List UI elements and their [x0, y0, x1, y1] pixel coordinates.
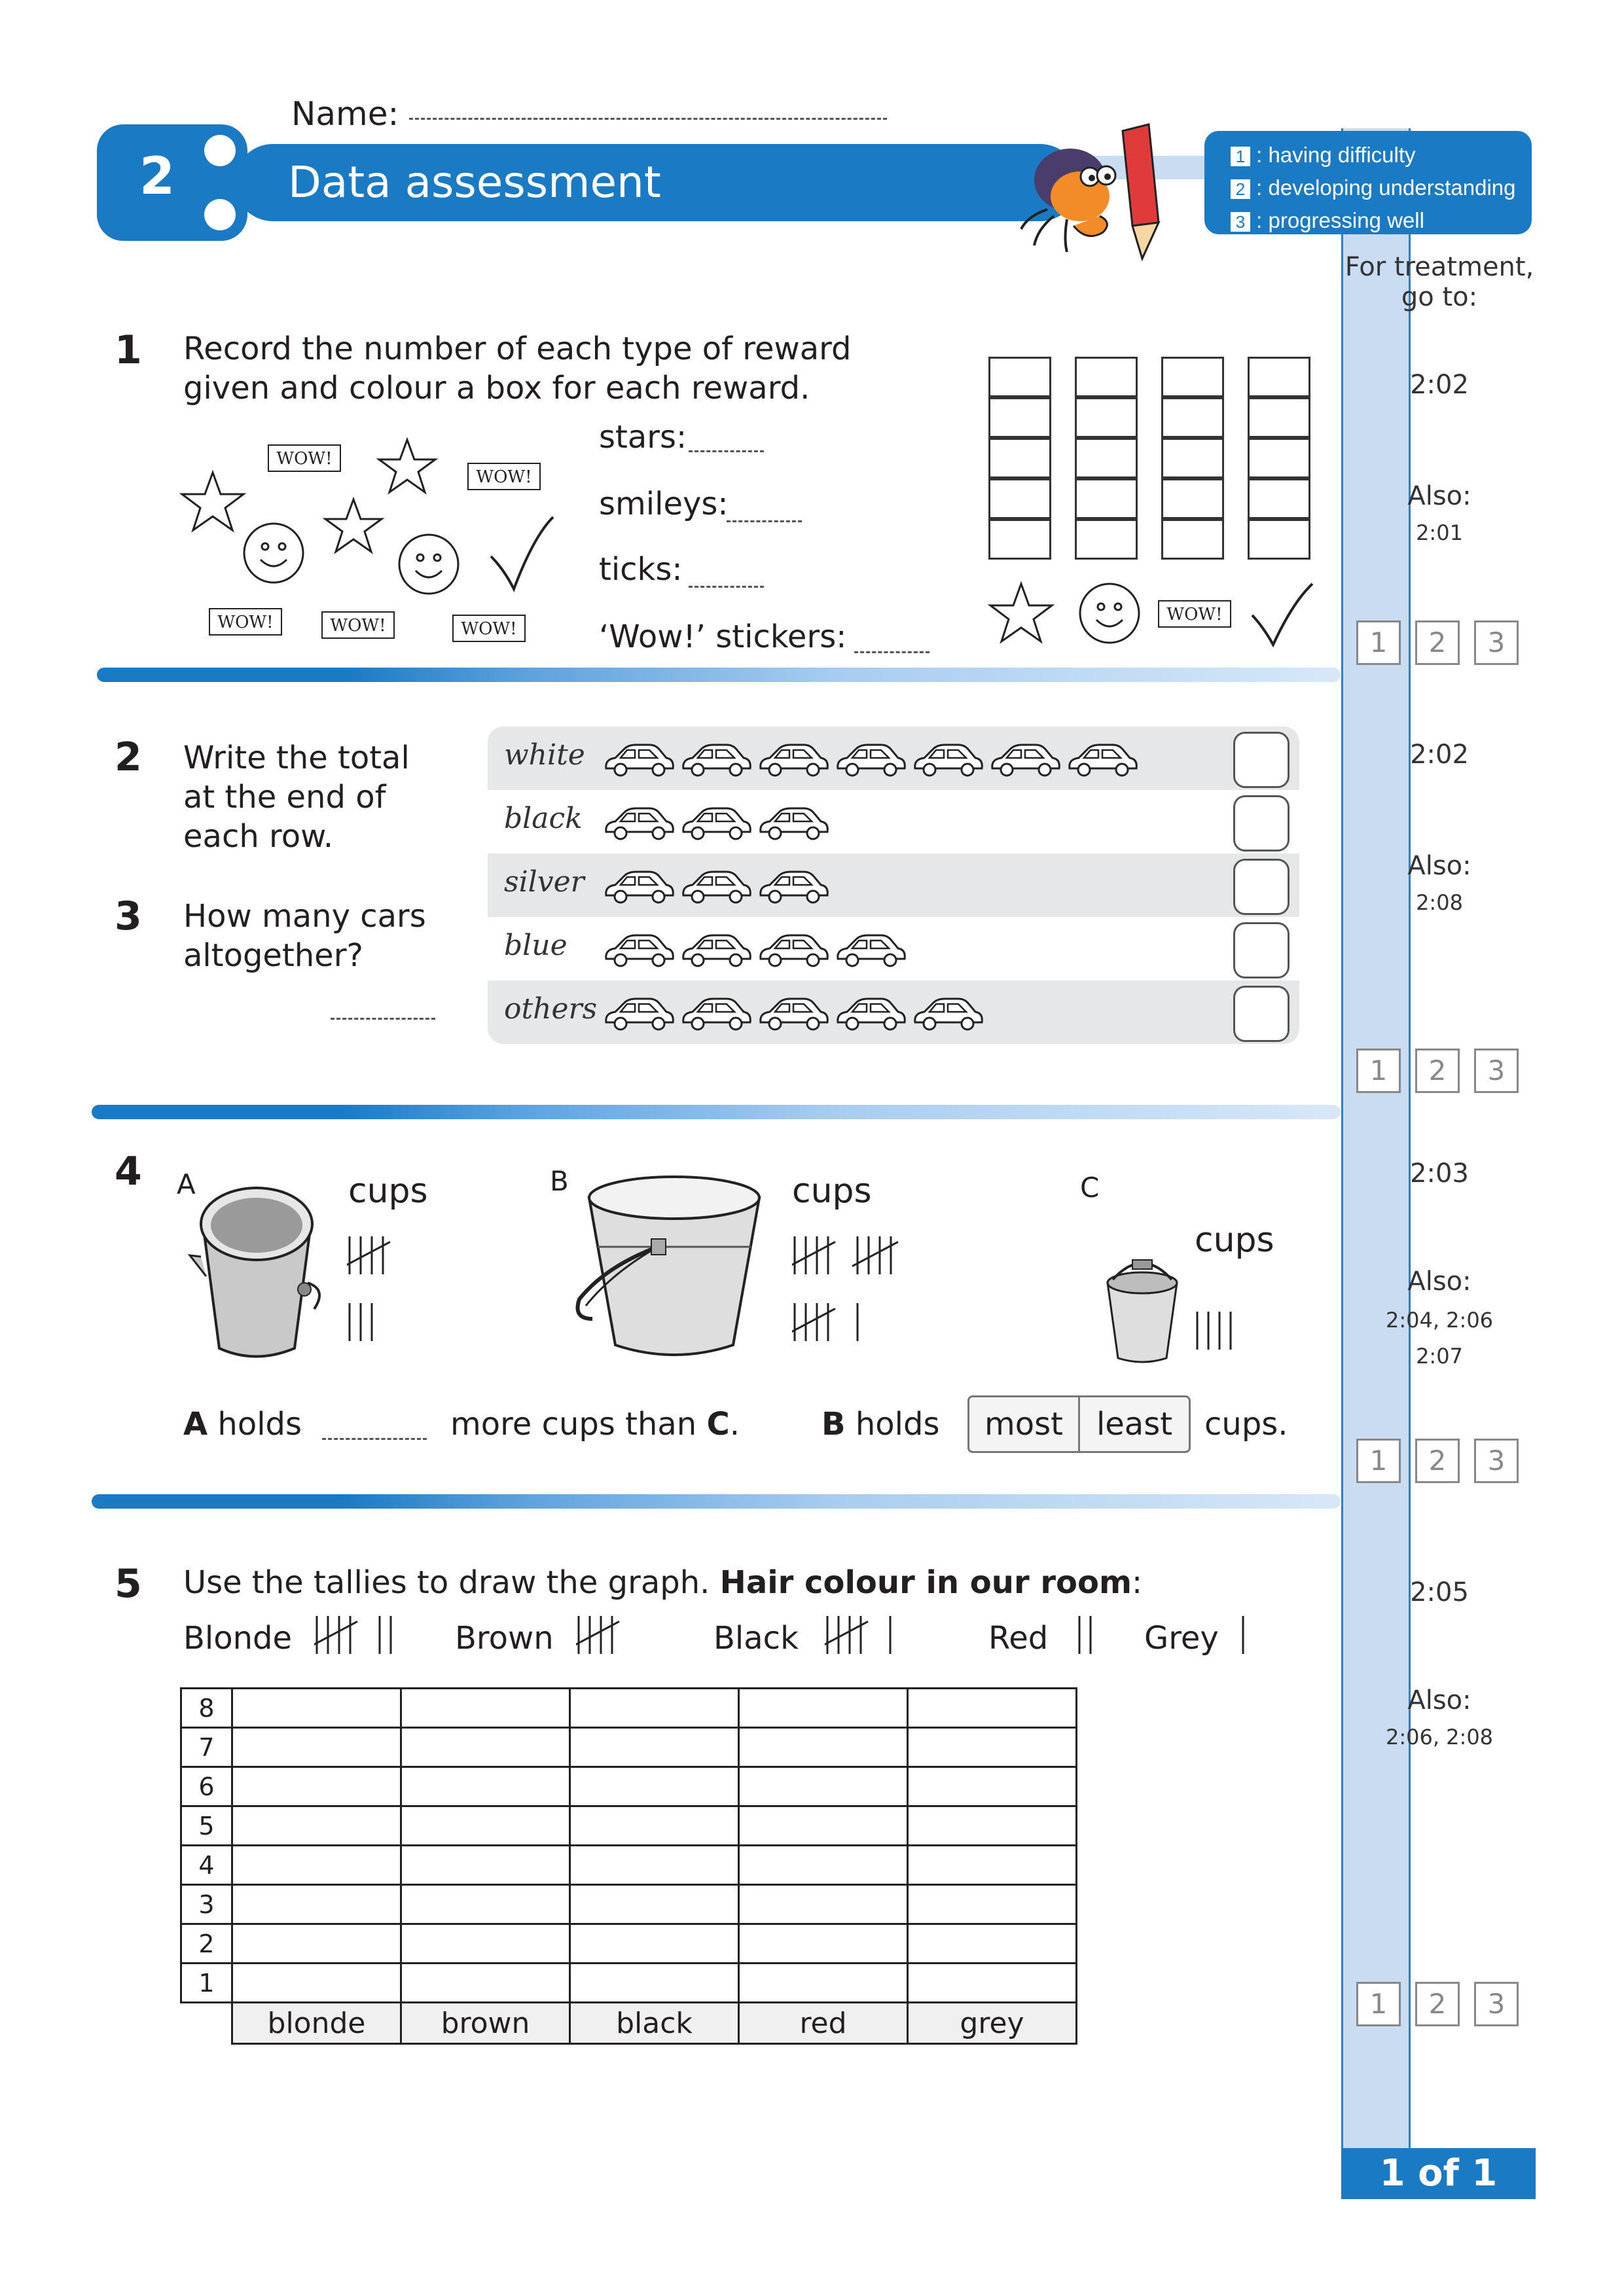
q3-text-1: How many cars: [183, 898, 426, 935]
q4-also-ref-2: 2:07: [1416, 1344, 1463, 1369]
smileys-answer[interactable]: [727, 520, 802, 522]
colour-box[interactable]: [1075, 397, 1138, 438]
tally-brown: [576, 1613, 655, 1666]
q5-also-ref: 2:06, 2:08: [1385, 1725, 1494, 1749]
tally-label-blonde: Blonde: [183, 1620, 293, 1657]
tally-label-brown: Brown: [455, 1620, 554, 1657]
graph-corner: [181, 2003, 232, 2044]
choice-least[interactable]: least: [1096, 1406, 1173, 1443]
box-column-icons: [985, 576, 1326, 655]
car-icon: [915, 745, 983, 776]
q5-text: Use the tallies to draw the graph. Hair colour in our room:: [183, 1564, 1143, 1601]
graph-cell[interactable]: [232, 1885, 401, 1924]
rating-1[interactable]: 1: [1356, 620, 1401, 665]
graph-y-label: 3: [181, 1885, 232, 1924]
page-count: 1 of 1: [1341, 2148, 1536, 2199]
q5-also-label: Also:: [1407, 1685, 1471, 1715]
graph-cell[interactable]: [908, 1728, 1077, 1767]
car-icon: [838, 745, 905, 776]
graph-y-label: 8: [181, 1689, 232, 1728]
car-icon: [1070, 745, 1137, 776]
bucket-c-tally: [1195, 1309, 1286, 1361]
car-icons: [602, 803, 1165, 842]
car-icon: [761, 808, 828, 839]
choice-most[interactable]: most: [969, 1397, 1080, 1451]
graph-cell[interactable]: [232, 1728, 401, 1767]
car-colour-label: white: [504, 738, 585, 772]
tally-label-grey: Grey: [1144, 1620, 1219, 1657]
car-icon: [683, 872, 751, 903]
graph-cell[interactable]: [232, 1767, 401, 1806]
smiley-icon: [1080, 584, 1139, 643]
colour-box[interactable]: [1161, 478, 1224, 519]
colour-box[interactable]: [1248, 478, 1310, 519]
row-total-box[interactable]: [1233, 986, 1290, 1042]
q2-rating: [1356, 1049, 1519, 1093]
q2-number: 2: [115, 734, 142, 780]
q1-number: 1: [115, 327, 142, 373]
car-colour-label: silver: [504, 865, 585, 899]
tally-red: [1077, 1613, 1116, 1666]
graph-cell[interactable]: [739, 1728, 908, 1767]
key-item-1: 1 : having difficulty: [1231, 139, 1515, 171]
key-item-2: 2 : developing understanding: [1231, 171, 1515, 204]
bucket-b-icon: [566, 1168, 776, 1365]
colour-box[interactable]: [988, 357, 1051, 397]
car-icon: [915, 999, 983, 1030]
stars-box-column: [988, 357, 1051, 560]
rating-3[interactable]: 3: [1474, 1049, 1519, 1093]
cups-end-text: cups.: [1204, 1406, 1288, 1443]
q1-text-2: given and colour a box for each reward.: [183, 370, 810, 406]
graph-x-label: brown: [401, 2003, 570, 2044]
wow-sticker-icon: WOW!: [461, 619, 517, 639]
hair-colour-graph: [180, 1687, 1077, 2045]
ticks-label: ticks:: [599, 551, 683, 588]
car-icon: [606, 999, 674, 1030]
q3-answer[interactable]: [331, 1018, 435, 1020]
colour-box[interactable]: [1161, 438, 1224, 478]
rating-3[interactable]: 3: [1474, 1439, 1519, 1483]
bucket-b-tally: [792, 1234, 988, 1352]
graph-cell[interactable]: [739, 1964, 908, 2003]
q5-treatment-ref: 2:05: [1410, 1577, 1469, 1607]
graph-cell[interactable]: [570, 1806, 739, 1846]
name-label: Name:: [291, 95, 399, 133]
tally-label-black: Black: [713, 1620, 799, 1657]
graph-x-label: blonde: [232, 2003, 401, 2044]
graph-cell[interactable]: [908, 1846, 1077, 1885]
row-total-box[interactable]: [1233, 795, 1290, 852]
graph-grid: [180, 1687, 1077, 2045]
colour-box[interactable]: [1161, 357, 1224, 397]
wow-sticker-icon: WOW!: [276, 449, 333, 469]
graph-y-label: 7: [181, 1728, 232, 1767]
graph-cell[interactable]: [570, 1846, 739, 1885]
sidebar-intro: For treatment, go to:: [1344, 252, 1534, 312]
graph-y-label: 5: [181, 1806, 232, 1846]
graph-cell[interactable]: [570, 1964, 739, 2003]
stickers-box-column: [1161, 357, 1224, 560]
graph-cell[interactable]: [232, 1689, 401, 1728]
graph-cell[interactable]: [739, 1846, 908, 1885]
graph-cell[interactable]: [908, 1885, 1077, 1924]
graph-cell[interactable]: [401, 1806, 570, 1846]
graph-cell[interactable]: [570, 1885, 739, 1924]
unit-number: 2: [139, 147, 175, 206]
graph-cell[interactable]: [908, 1806, 1077, 1846]
section-divider: [92, 1494, 1341, 1509]
star-icon: [325, 499, 382, 552]
graph-y-label: 4: [181, 1846, 232, 1885]
graph-cell[interactable]: [570, 1767, 739, 1806]
car-icons: [602, 867, 1165, 906]
graph-cell[interactable]: [401, 1885, 570, 1924]
colour-box[interactable]: [988, 438, 1051, 478]
car-icon: [992, 745, 1060, 776]
graph-x-label: black: [570, 2003, 739, 2044]
q4-treatment-ref: 2:03: [1410, 1158, 1469, 1189]
smiley-icon: [244, 524, 303, 583]
row-total-box[interactable]: [1233, 732, 1290, 788]
colour-box[interactable]: [1248, 519, 1310, 560]
colour-box[interactable]: [1161, 519, 1224, 560]
colour-box[interactable]: [988, 519, 1051, 560]
bucket-a-tally: [347, 1234, 543, 1352]
car-colour-label: blue: [504, 929, 568, 962]
graph-y-label: 6: [181, 1767, 232, 1806]
car-row-blue: [488, 917, 1299, 980]
colour-box[interactable]: [1075, 478, 1138, 519]
car-icon: [606, 935, 674, 966]
graph-y-label: 1: [181, 1964, 232, 2003]
graph-cell[interactable]: [908, 1924, 1077, 1964]
most-least-choice: [967, 1395, 1191, 1453]
q5-number: 5: [115, 1561, 142, 1607]
star-icon: [379, 440, 435, 492]
colour-box[interactable]: [1161, 397, 1224, 438]
q4-also-label: Also:: [1407, 1266, 1471, 1297]
car-icons: [602, 930, 1165, 969]
bucket-c-icon: [1100, 1253, 1185, 1365]
colour-box[interactable]: [1075, 438, 1138, 478]
graph-cell[interactable]: [401, 1689, 570, 1728]
q1-also-label: Also:: [1407, 481, 1471, 511]
graph-cell[interactable]: [739, 1767, 908, 1806]
car-icons: [602, 994, 1165, 1033]
graph-cell[interactable]: [570, 1728, 739, 1767]
car-row-silver: [488, 853, 1299, 917]
q2-text-2: at the end of: [183, 779, 386, 816]
car-row-black: [488, 790, 1299, 853]
q2-treatment-ref: 2:02: [1410, 740, 1469, 770]
q2-text-1: Write the total: [183, 740, 410, 776]
q3-number: 3: [115, 893, 142, 939]
graph-cell[interactable]: [908, 1767, 1077, 1806]
graph-cell[interactable]: [401, 1964, 570, 2003]
tally-label-red: Red: [988, 1620, 1049, 1657]
rating-3[interactable]: 3: [1474, 620, 1519, 665]
graph-x-label: red: [739, 2003, 908, 2044]
rating-2[interactable]: 2: [1415, 1049, 1460, 1093]
q2-also-ref: 2:08: [1416, 890, 1463, 915]
car-rows: [488, 726, 1299, 1044]
q5-rating: [1356, 1982, 1519, 2026]
car-icon: [683, 808, 751, 839]
graph-cell[interactable]: [739, 1806, 908, 1846]
car-icon: [761, 999, 828, 1030]
star-icon: [990, 584, 1052, 641]
graph-cell[interactable]: [570, 1689, 739, 1728]
rating-2[interactable]: 2: [1415, 1982, 1460, 2026]
q4-rating: [1356, 1439, 1519, 1483]
star-icon: [182, 473, 244, 530]
colour-box[interactable]: [988, 397, 1051, 438]
a-holds-answer[interactable]: [322, 1438, 427, 1440]
q3-text-2: altogether?: [183, 937, 363, 974]
rating-2[interactable]: 2: [1415, 620, 1460, 665]
rating-1[interactable]: 1: [1356, 1049, 1401, 1093]
stars-answer[interactable]: [689, 450, 764, 452]
a-holds-text: A holds: [183, 1406, 302, 1443]
graph-cell[interactable]: [401, 1924, 570, 1964]
q4-also-ref-1: 2:04, 2:06: [1385, 1308, 1494, 1333]
wow-sticker-icon: WOW!: [330, 616, 386, 636]
graph-cell[interactable]: [908, 1964, 1077, 2003]
graph-cell[interactable]: [739, 1885, 908, 1924]
ticks-box-column: [1248, 357, 1310, 560]
crab-mascot-icon: [1008, 118, 1191, 268]
car-icon: [838, 935, 905, 966]
key-list: [1231, 139, 1515, 237]
car-icon: [606, 808, 674, 839]
rating-1[interactable]: 1: [1356, 1439, 1401, 1483]
car-colour-label: others: [504, 992, 598, 1026]
graph-cell[interactable]: [739, 1924, 908, 1964]
graph-cell[interactable]: [401, 1728, 570, 1767]
car-icon: [683, 745, 751, 776]
car-icon: [606, 745, 674, 776]
graph-cell[interactable]: [908, 1689, 1077, 1728]
colour-box[interactable]: [1248, 397, 1310, 438]
ticks-answer[interactable]: [689, 586, 764, 588]
tally-grey: [1240, 1613, 1267, 1666]
car-icons: [602, 740, 1165, 779]
treatment-sidebar: [1341, 128, 1411, 2164]
car-row-white: [488, 726, 1299, 790]
car-icon: [606, 872, 674, 903]
smileys-box-column: [1075, 357, 1138, 560]
more-cups-text: more cups than C.: [450, 1406, 740, 1443]
graph-cell[interactable]: [232, 1924, 401, 1964]
tally-black: [825, 1613, 916, 1666]
bucket-b-letter: B: [550, 1165, 569, 1197]
smileys-label: smileys:: [599, 486, 729, 522]
page-title: Data assessment: [288, 157, 661, 207]
graph-cell[interactable]: [570, 1924, 739, 1964]
q1-treatment-ref: 2:02: [1410, 370, 1469, 400]
colour-box[interactable]: [988, 478, 1051, 519]
rating-1[interactable]: 1: [1356, 1982, 1401, 2026]
colour-box[interactable]: [1075, 519, 1138, 560]
row-total-box[interactable]: [1233, 922, 1290, 978]
wow-sticker-icon: WOW!: [1166, 605, 1223, 624]
graph-cell[interactable]: [232, 1806, 401, 1846]
tick-icon: [491, 517, 553, 589]
wow-sticker-icon: WOW!: [217, 613, 274, 632]
colour-box[interactable]: [1248, 438, 1310, 478]
wow-stickers-answer[interactable]: [854, 651, 929, 653]
car-row-others: [488, 980, 1299, 1044]
wow-stickers-label: ‘Wow!’ stickers:: [599, 619, 847, 655]
wow-sticker-icon: WOW!: [476, 467, 532, 487]
rating-3[interactable]: 3: [1474, 1982, 1519, 2026]
graph-cell[interactable]: [401, 1846, 570, 1885]
tick-icon: [1252, 584, 1312, 645]
rewards-picture: [170, 425, 563, 648]
graph-x-label: grey: [908, 2003, 1077, 2044]
section-divider: [97, 668, 1341, 682]
rating-2[interactable]: 2: [1415, 1439, 1460, 1483]
name-line[interactable]: [409, 118, 887, 120]
car-icon: [761, 745, 828, 776]
cars-table: [488, 726, 1299, 1044]
car-icon: [761, 935, 828, 966]
stars-label: stars:: [599, 419, 687, 456]
colour-box[interactable]: [1075, 357, 1138, 397]
graph-cell[interactable]: [232, 1846, 401, 1885]
q2-also-label: Also:: [1407, 851, 1471, 881]
car-icon: [683, 999, 751, 1030]
colour-box[interactable]: [1248, 357, 1310, 397]
q4-number: 4: [115, 1149, 142, 1194]
b-holds-text: B holds: [821, 1406, 940, 1443]
car-icon: [683, 935, 751, 966]
graph-cell[interactable]: [739, 1689, 908, 1728]
car-icon: [761, 872, 828, 903]
row-total-box[interactable]: [1233, 859, 1290, 915]
bucket-b-cups-label: cups: [792, 1172, 872, 1211]
q1-also-ref: 2:01: [1416, 520, 1463, 545]
bucket-a-cups-label: cups: [348, 1172, 428, 1211]
q2-text-3: each row.: [183, 818, 334, 855]
key-item-3: 3 : progressing well: [1231, 204, 1515, 237]
bucket-c-letter: C: [1080, 1172, 1100, 1204]
bucket-a-letter: A: [177, 1168, 196, 1200]
graph-cell[interactable]: [232, 1964, 401, 2003]
section-divider: [92, 1105, 1341, 1119]
tally-blonde: [314, 1613, 425, 1666]
q1-rating: [1356, 620, 1519, 665]
bucket-c-cups-label: cups: [1195, 1221, 1274, 1260]
reward-box-columns: [988, 357, 1310, 560]
graph-cell[interactable]: [401, 1767, 570, 1806]
car-colour-label: black: [504, 802, 583, 835]
graph-y-label: 2: [181, 1924, 232, 1964]
q1-text-1: Record the number of each type of reward: [183, 331, 852, 367]
bucket-a-icon: [187, 1178, 331, 1361]
car-icon: [838, 999, 905, 1030]
smiley-icon: [399, 535, 458, 594]
